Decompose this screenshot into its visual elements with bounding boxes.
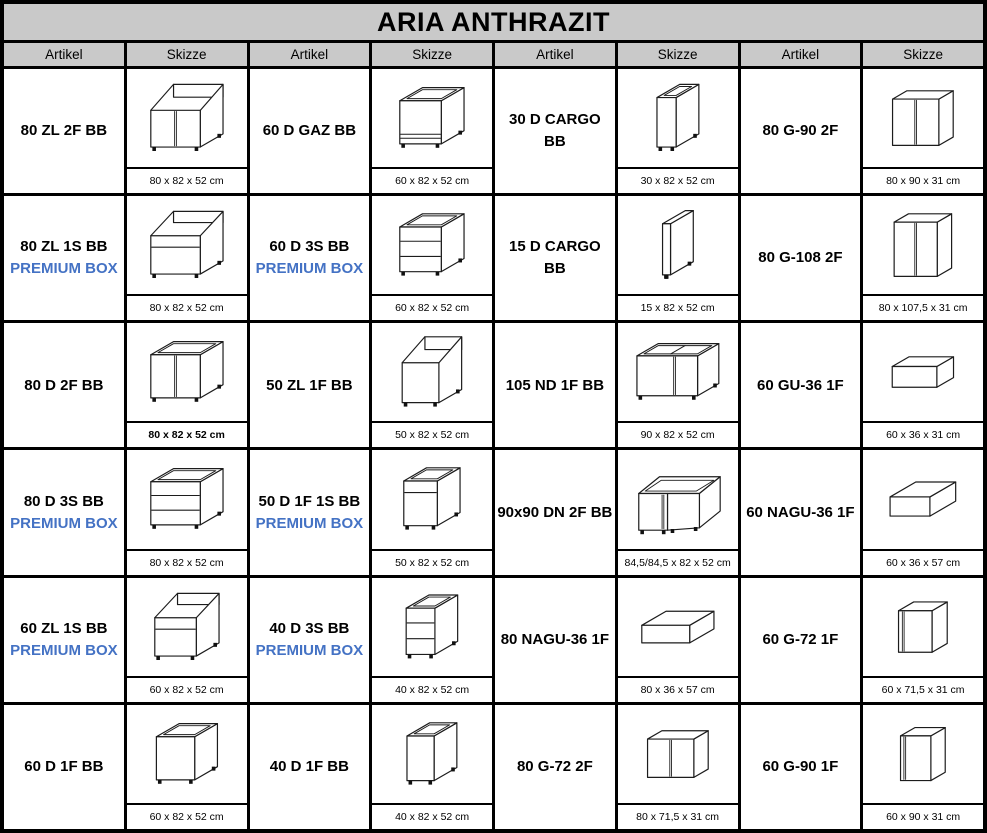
dimension-label: 60 x 82 x 52 cm xyxy=(372,294,492,320)
cabinet-sketch xyxy=(127,705,247,803)
article-cell xyxy=(495,705,615,829)
article-cell xyxy=(741,323,861,447)
cabinet-drawing xyxy=(376,325,488,419)
dimension-label: 60 x 82 x 52 cm xyxy=(127,803,247,829)
article-label: 80 G-108 2F xyxy=(758,249,843,267)
sketch-cell xyxy=(127,196,247,320)
cabinet-sketch xyxy=(618,450,738,548)
article-cell xyxy=(741,450,861,574)
cabinet-sketch xyxy=(863,578,983,676)
cabinet-drawing xyxy=(376,71,488,165)
premium-box-label: PREMIUM BOX xyxy=(255,641,364,659)
dimension-label: 80 x 82 x 52 cm xyxy=(127,549,247,575)
cabinet-sketch xyxy=(863,323,983,421)
cabinet-sketch xyxy=(372,69,492,167)
dimension-label: 90 x 82 x 52 cm xyxy=(618,421,738,447)
dimension-label: 80 x 82 x 52 cm xyxy=(127,167,247,193)
article-label: 90x90 DN 2F BB xyxy=(497,503,613,521)
column-header-artikel: Artikel xyxy=(4,43,124,66)
article-cell xyxy=(495,69,615,193)
sketch-cell xyxy=(127,578,247,702)
cabinet-drawing xyxy=(376,452,488,546)
article-label: 40 D 1F BB xyxy=(269,758,349,776)
sketch-cell xyxy=(618,578,738,702)
cabinet-drawing xyxy=(867,707,979,801)
article-label: 15 D CARGO BB xyxy=(509,238,601,278)
article-label: 60 D GAZ BB xyxy=(262,122,357,140)
article-label: 60 GU-36 1F xyxy=(757,376,844,394)
cabinet-sketch xyxy=(127,578,247,676)
sketch-cell xyxy=(127,450,247,574)
dimension-label: 60 x 71,5 x 31 cm xyxy=(863,676,983,702)
dimension-label: 60 x 36 x 57 cm xyxy=(863,549,983,575)
dimension-label: 80 x 90 x 31 cm xyxy=(863,167,983,193)
article-label: 50 D 1F 1S BB xyxy=(258,492,361,510)
column-header-skizze: Skizze xyxy=(863,43,983,66)
sketch-cell xyxy=(863,323,983,447)
cabinet-sketch xyxy=(127,323,247,421)
cabinet-sketch xyxy=(372,705,492,803)
premium-box-label: PREMIUM BOX xyxy=(255,514,364,532)
article-cell xyxy=(495,450,615,574)
cabinet-drawing xyxy=(131,707,243,801)
dimension-label: 80 x 36 x 57 cm xyxy=(618,676,738,702)
sketch-cell xyxy=(618,196,738,320)
cabinet-drawing xyxy=(867,325,979,419)
cabinet-drawing xyxy=(867,198,979,292)
dimension-label: 40 x 82 x 52 cm xyxy=(372,676,492,702)
cabinet-sketch xyxy=(863,705,983,803)
cabinet-sketch xyxy=(372,450,492,548)
premium-box-label: PREMIUM BOX xyxy=(10,514,118,532)
cabinet-sketch xyxy=(863,196,983,294)
article-label: 105 ND 1F BB xyxy=(505,376,605,394)
sketch-cell xyxy=(372,450,492,574)
cabinet-sketch xyxy=(372,578,492,676)
cabinet-drawing xyxy=(131,580,243,674)
cabinet-sketch xyxy=(618,578,738,676)
article-label: 80 ZL 2F BB xyxy=(20,122,108,140)
dimension-label: 80 x 82 x 52 cm xyxy=(127,421,247,447)
article-cell xyxy=(495,196,615,320)
sketch-cell xyxy=(372,323,492,447)
cabinet-drawing xyxy=(622,198,734,292)
column-header-skizze: Skizze xyxy=(618,43,738,66)
sketch-cell xyxy=(372,196,492,320)
dimension-label: 40 x 82 x 52 cm xyxy=(372,803,492,829)
cabinet-drawing xyxy=(376,707,488,801)
dimension-label: 15 x 82 x 52 cm xyxy=(618,294,738,320)
cabinet-sketch xyxy=(863,69,983,167)
article-cell xyxy=(741,196,861,320)
dimension-label: 84,5/84,5 x 82 x 52 cm xyxy=(618,549,738,575)
sketch-cell xyxy=(127,705,247,829)
article-cell xyxy=(741,69,861,193)
article-label: 60 D 3S BB xyxy=(269,238,350,256)
cabinet-sketch xyxy=(127,450,247,548)
cabinet-drawing xyxy=(867,452,979,546)
cabinet-drawing xyxy=(376,198,488,292)
dimension-label: 30 x 82 x 52 cm xyxy=(618,167,738,193)
article-cell xyxy=(250,578,370,702)
article-label: 50 ZL 1F BB xyxy=(266,376,353,394)
cabinet-sketch xyxy=(372,196,492,294)
sketch-cell xyxy=(863,69,983,193)
article-cell xyxy=(741,705,861,829)
article-cell xyxy=(495,578,615,702)
cabinet-drawing xyxy=(622,580,734,674)
sketch-cell xyxy=(618,323,738,447)
column-header-artikel: Artikel xyxy=(495,43,615,66)
cabinet-drawing xyxy=(867,71,979,165)
article-cell xyxy=(250,69,370,193)
sketch-cell xyxy=(372,578,492,702)
sketch-cell xyxy=(372,69,492,193)
article-cell xyxy=(4,450,124,574)
cabinet-sketch xyxy=(618,196,738,294)
cabinet-sketch xyxy=(618,69,738,167)
article-cell xyxy=(250,450,370,574)
article-label: 80 ZL 1S BB xyxy=(20,238,108,256)
cabinet-drawing xyxy=(131,198,243,292)
cabinet-sketch xyxy=(618,323,738,421)
sketch-cell xyxy=(618,705,738,829)
article-cell xyxy=(4,705,124,829)
article-cell xyxy=(4,69,124,193)
sketch-cell xyxy=(372,705,492,829)
article-label: 80 NAGU-36 1F xyxy=(500,630,610,648)
cabinet-drawing xyxy=(622,707,734,801)
article-cell xyxy=(250,323,370,447)
article-label: 80 G-72 2F xyxy=(516,758,593,776)
cabinet-drawing xyxy=(131,325,243,419)
article-cell xyxy=(250,705,370,829)
dimension-label: 80 x 107,5 x 31 cm xyxy=(863,294,983,320)
cabinet-sketch xyxy=(127,69,247,167)
dimension-label: 60 x 82 x 52 cm xyxy=(127,676,247,702)
dimension-label: 60 x 82 x 52 cm xyxy=(372,167,492,193)
column-header-skizze: Skizze xyxy=(127,43,247,66)
article-label: 80 D 3S BB xyxy=(23,492,104,510)
article-label: 80 G-90 2F xyxy=(762,122,839,140)
article-label: 60 NAGU-36 1F xyxy=(746,503,855,521)
article-cell xyxy=(741,578,861,702)
cabinet-sketch xyxy=(372,323,492,421)
article-cell xyxy=(4,578,124,702)
cabinet-drawing xyxy=(622,325,734,419)
column-header-artikel: Artikel xyxy=(741,43,861,66)
page-title: ARIA ANTHRAZIT xyxy=(4,4,983,40)
article-cell xyxy=(4,323,124,447)
article-cell xyxy=(495,323,615,447)
column-header-skizze: Skizze xyxy=(372,43,492,66)
dimension-label: 50 x 82 x 52 cm xyxy=(372,421,492,447)
premium-box-label: PREMIUM BOX xyxy=(255,260,364,278)
column-header-artikel: Artikel xyxy=(250,43,370,66)
sketch-cell xyxy=(127,69,247,193)
premium-box-label: PREMIUM BOX xyxy=(10,260,118,278)
article-cell xyxy=(250,196,370,320)
dimension-label: 50 x 82 x 52 cm xyxy=(372,549,492,575)
cabinet-drawing xyxy=(131,71,243,165)
cabinet-sketch xyxy=(863,450,983,548)
cabinet-sketch xyxy=(618,705,738,803)
article-label: 60 G-90 1F xyxy=(762,758,839,776)
cabinet-drawing xyxy=(131,452,243,546)
sketch-cell xyxy=(863,196,983,320)
cabinet-drawing xyxy=(622,71,734,165)
article-label: 30 D CARGO BB xyxy=(509,111,601,151)
cabinet-sketch xyxy=(127,196,247,294)
sketch-cell xyxy=(863,450,983,574)
premium-box-label: PREMIUM BOX xyxy=(10,641,118,659)
sketch-cell xyxy=(618,69,738,193)
dimension-label: 60 x 90 x 31 cm xyxy=(863,803,983,829)
sketch-cell xyxy=(863,578,983,702)
article-cell xyxy=(4,196,124,320)
sketch-cell xyxy=(127,323,247,447)
dimension-label: 60 x 36 x 31 cm xyxy=(863,421,983,447)
article-label: 40 D 3S BB xyxy=(269,619,350,637)
sketch-cell xyxy=(618,450,738,574)
article-label: 60 G-72 1F xyxy=(762,630,839,648)
cabinet-drawing xyxy=(376,580,488,674)
article-label: 80 D 2F BB xyxy=(24,376,104,394)
article-label: 60 ZL 1S BB xyxy=(20,619,108,637)
cabinet-drawing xyxy=(622,452,734,546)
article-label: 60 D 1F BB xyxy=(24,758,104,776)
dimension-label: 80 x 82 x 52 cm xyxy=(127,294,247,320)
sketch-cell xyxy=(863,705,983,829)
dimension-label: 80 x 71,5 x 31 cm xyxy=(618,803,738,829)
cabinet-drawing xyxy=(867,580,979,674)
